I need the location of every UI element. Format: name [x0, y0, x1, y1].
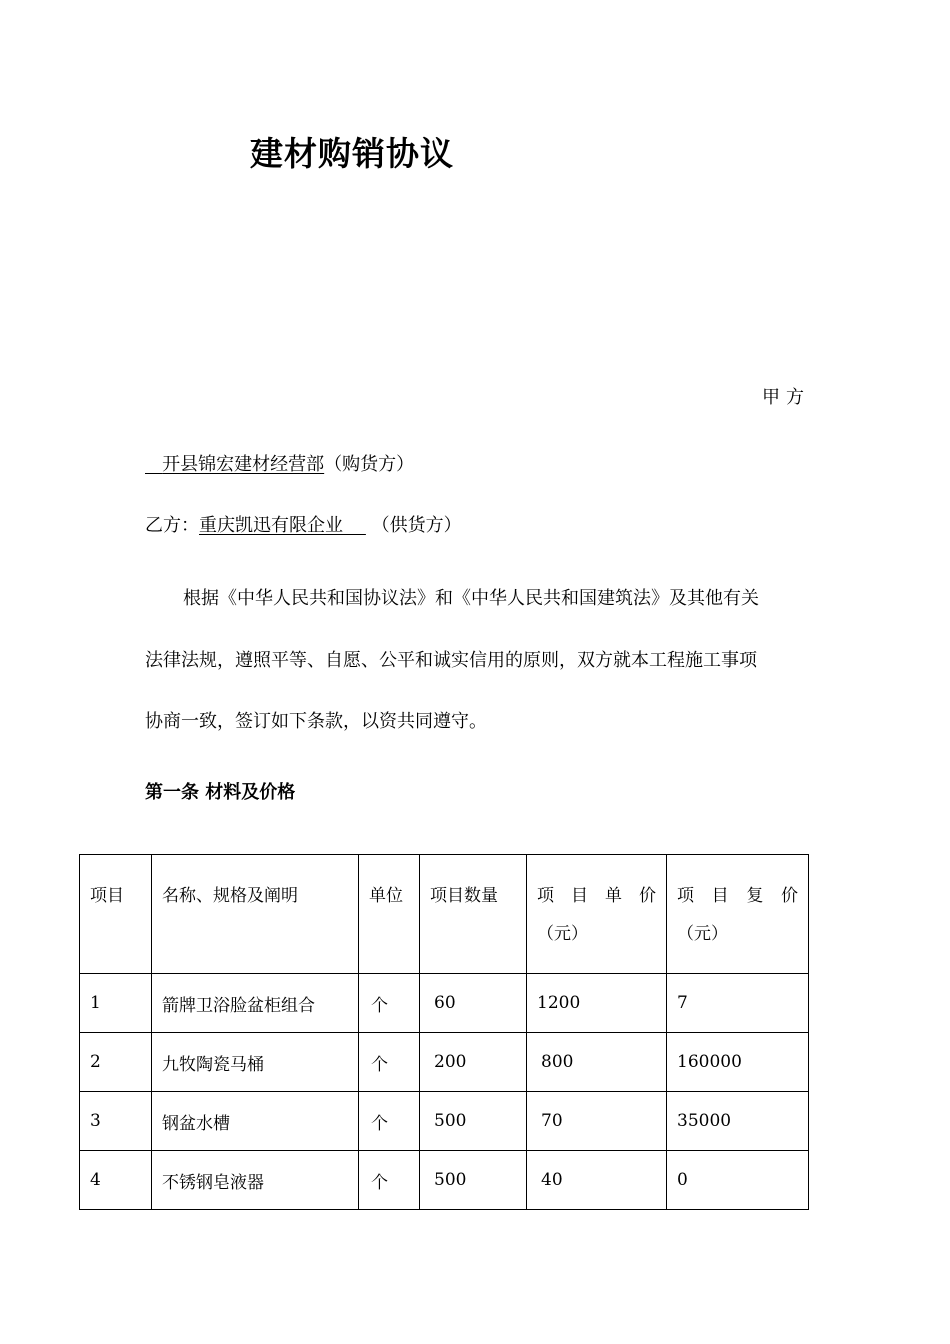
- cell-quantity: 500: [420, 1092, 527, 1151]
- cell-unit: 个: [359, 1151, 420, 1210]
- header-unit: 单位: [359, 855, 420, 974]
- cell-unit-price: 70: [527, 1092, 667, 1151]
- party-b-name: 重庆凯迅有限企业: [199, 515, 343, 536]
- table-row: [80, 1033, 809, 1092]
- table-row: [80, 974, 809, 1033]
- cell-quantity: 500: [420, 1151, 527, 1210]
- cell-total-price: 160000: [667, 1033, 809, 1092]
- cell-unit: 个: [359, 1092, 420, 1151]
- cell-unit-price: 800: [527, 1033, 667, 1092]
- cell-quantity: 60: [420, 974, 527, 1033]
- table-header-row: [80, 855, 809, 974]
- party-a-name: 开县锦宏建材经营部: [162, 454, 325, 475]
- materials-table: [79, 854, 809, 1210]
- cell-quantity: 200: [420, 1033, 527, 1092]
- paragraph-line-1: 根据《中华人民共和国协议法》和《中华人民共和国建筑法》及其他有关: [183, 588, 759, 609]
- header-total-price-currency: （元）: [677, 924, 728, 944]
- cell-total-price: 7: [667, 974, 809, 1033]
- table-row: [80, 1151, 809, 1210]
- header-name: 名称、规格及阐明: [152, 855, 359, 974]
- party-b-prefix: 乙方：: [145, 515, 199, 536]
- header-total-price-label: 项 目 复 价: [677, 886, 798, 906]
- cell-name: 箭牌卫浴脸盆柜组合: [152, 974, 359, 1033]
- party-a-label: 甲方: [762, 387, 810, 408]
- cell-total-price: 0: [667, 1151, 809, 1210]
- party-b-line: [145, 511, 462, 537]
- cell-unit-price: 1200: [527, 974, 667, 1033]
- cell-total-price: 35000: [667, 1092, 809, 1151]
- paragraph-line-3: 协商一致，签订如下条款，以资共同遵守。: [145, 711, 487, 732]
- header-unit-price-label: 项 目 单 价: [537, 886, 656, 906]
- cell-name: 不锈钢皂液器: [152, 1151, 359, 1210]
- party-b-role: （供货方）: [371, 515, 462, 536]
- cell-item: 3: [80, 1092, 152, 1151]
- cell-item: 1: [80, 974, 152, 1033]
- cell-unit: 个: [359, 1033, 420, 1092]
- header-total-price: [667, 855, 809, 974]
- cell-name: 九牧陶瓷马桶: [152, 1033, 359, 1092]
- document-title: 建材购销协议: [250, 134, 454, 173]
- section-1-title: 第一条 材料及价格: [145, 782, 296, 803]
- cell-name: 钢盆水槽: [152, 1092, 359, 1151]
- cell-unit-price: 40: [527, 1151, 667, 1210]
- paragraph-line-2: 法律法规，遵照平等、自愿、公平和诚实信用的原则，双方就本工程施工事项: [145, 650, 757, 671]
- header-item: 项目: [80, 855, 152, 974]
- party-a-role: （购货方）: [324, 454, 415, 475]
- header-quantity: 项目数量: [420, 855, 527, 974]
- cell-item: 2: [80, 1033, 152, 1092]
- cell-item: 4: [80, 1151, 152, 1210]
- header-unit-price-currency: （元）: [537, 924, 588, 944]
- table-row: [80, 1092, 809, 1151]
- cell-unit: 个: [359, 974, 420, 1033]
- party-a-line: [145, 450, 414, 476]
- header-unit-price: [527, 855, 667, 974]
